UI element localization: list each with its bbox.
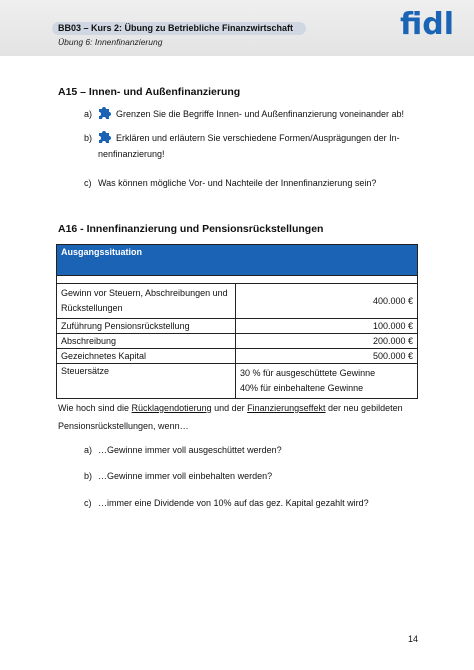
question-letter: c) [84,498,92,508]
row-label: Gewinn vor Steuern, Abschreibungen und Rückstellungen [57,284,236,319]
a16-heading: A16 - Innenfinanzierung und Pensionsrückstellungen [58,223,324,235]
question-text: Grenzen Sie die Begriffe Innen- und Außenfinanzierung voneinander ab! [116,109,405,119]
a15-heading: A15 – Innen- und Außenfinanzierung [58,86,241,98]
table-row [57,319,418,334]
term-ruecklagendotierung: Rücklagendotierung [131,403,212,413]
row-label: Abschreibung [57,334,236,349]
question-letter: a) [84,445,93,455]
row-value: 400.000 € [236,284,418,319]
tax-rate-retained: 40% für einbehaltene Gewinne [240,383,364,393]
table-header-cell: Ausgangssituation [57,245,418,276]
page-number: 14 [408,634,419,644]
a16-paragraph [58,399,420,435]
table-row-tax [57,364,418,399]
table-spacer [57,276,418,284]
row-value: 200.000 € [236,334,418,349]
tax-rate-distributed: 30 % für ausgeschüttete Gewinne [240,368,376,378]
situation-table [56,244,418,399]
question-letter: b) [84,471,93,481]
term-finanzierungseffekt: Finanzierungseffekt [247,403,326,413]
question-text: …immer eine Dividende von 10% auf das gez. Kapital gezahlt wird? [98,498,369,508]
table-row [57,349,418,364]
course-title: BB03 – Kurs 2: Übung zu Betriebliche Finanzwirtschaft [58,23,294,33]
fidl-logo: fidl [400,7,454,42]
paragraph-text: Wie hoch sind die [58,403,132,413]
puzzle-icon [96,105,112,121]
tax-rates [236,364,418,399]
question-letter: b) [84,133,93,143]
puzzle-icon [96,129,112,145]
paragraph-text: der neu gebildeten Pensionsrückstellungen, wenn… [58,403,403,431]
question-text: …Gewinne immer voll ausgeschüttet werden? [98,445,282,455]
table-row [57,284,418,319]
question-text: …Gewinne immer voll einbehalten werden? [98,471,273,481]
row-value: 500.000 € [236,349,418,364]
row-label: Gezeichnetes Kapital [57,349,236,364]
row-label: Steuersätze [57,364,236,399]
question-letter: c) [84,178,92,188]
table-header-row [57,245,418,276]
table-row [57,334,418,349]
paragraph-text: und der [211,403,248,413]
question-text-line2: nenfinanzierung! [98,149,165,159]
row-label: Zuführung Pensionsrückstellung [57,319,236,334]
row-value: 100.000 € [236,319,418,334]
question-text: Was können mögliche Vor- und Nachteile der Innenfinanzierung sein? [98,178,377,188]
exercise-subtitle: Übung 6: Innenfinanzierung [58,37,163,47]
question-letter: a) [84,109,93,119]
question-text-line1: Erklären und erläutern Sie verschiedene Formen/Ausprägungen der In- [116,133,400,143]
